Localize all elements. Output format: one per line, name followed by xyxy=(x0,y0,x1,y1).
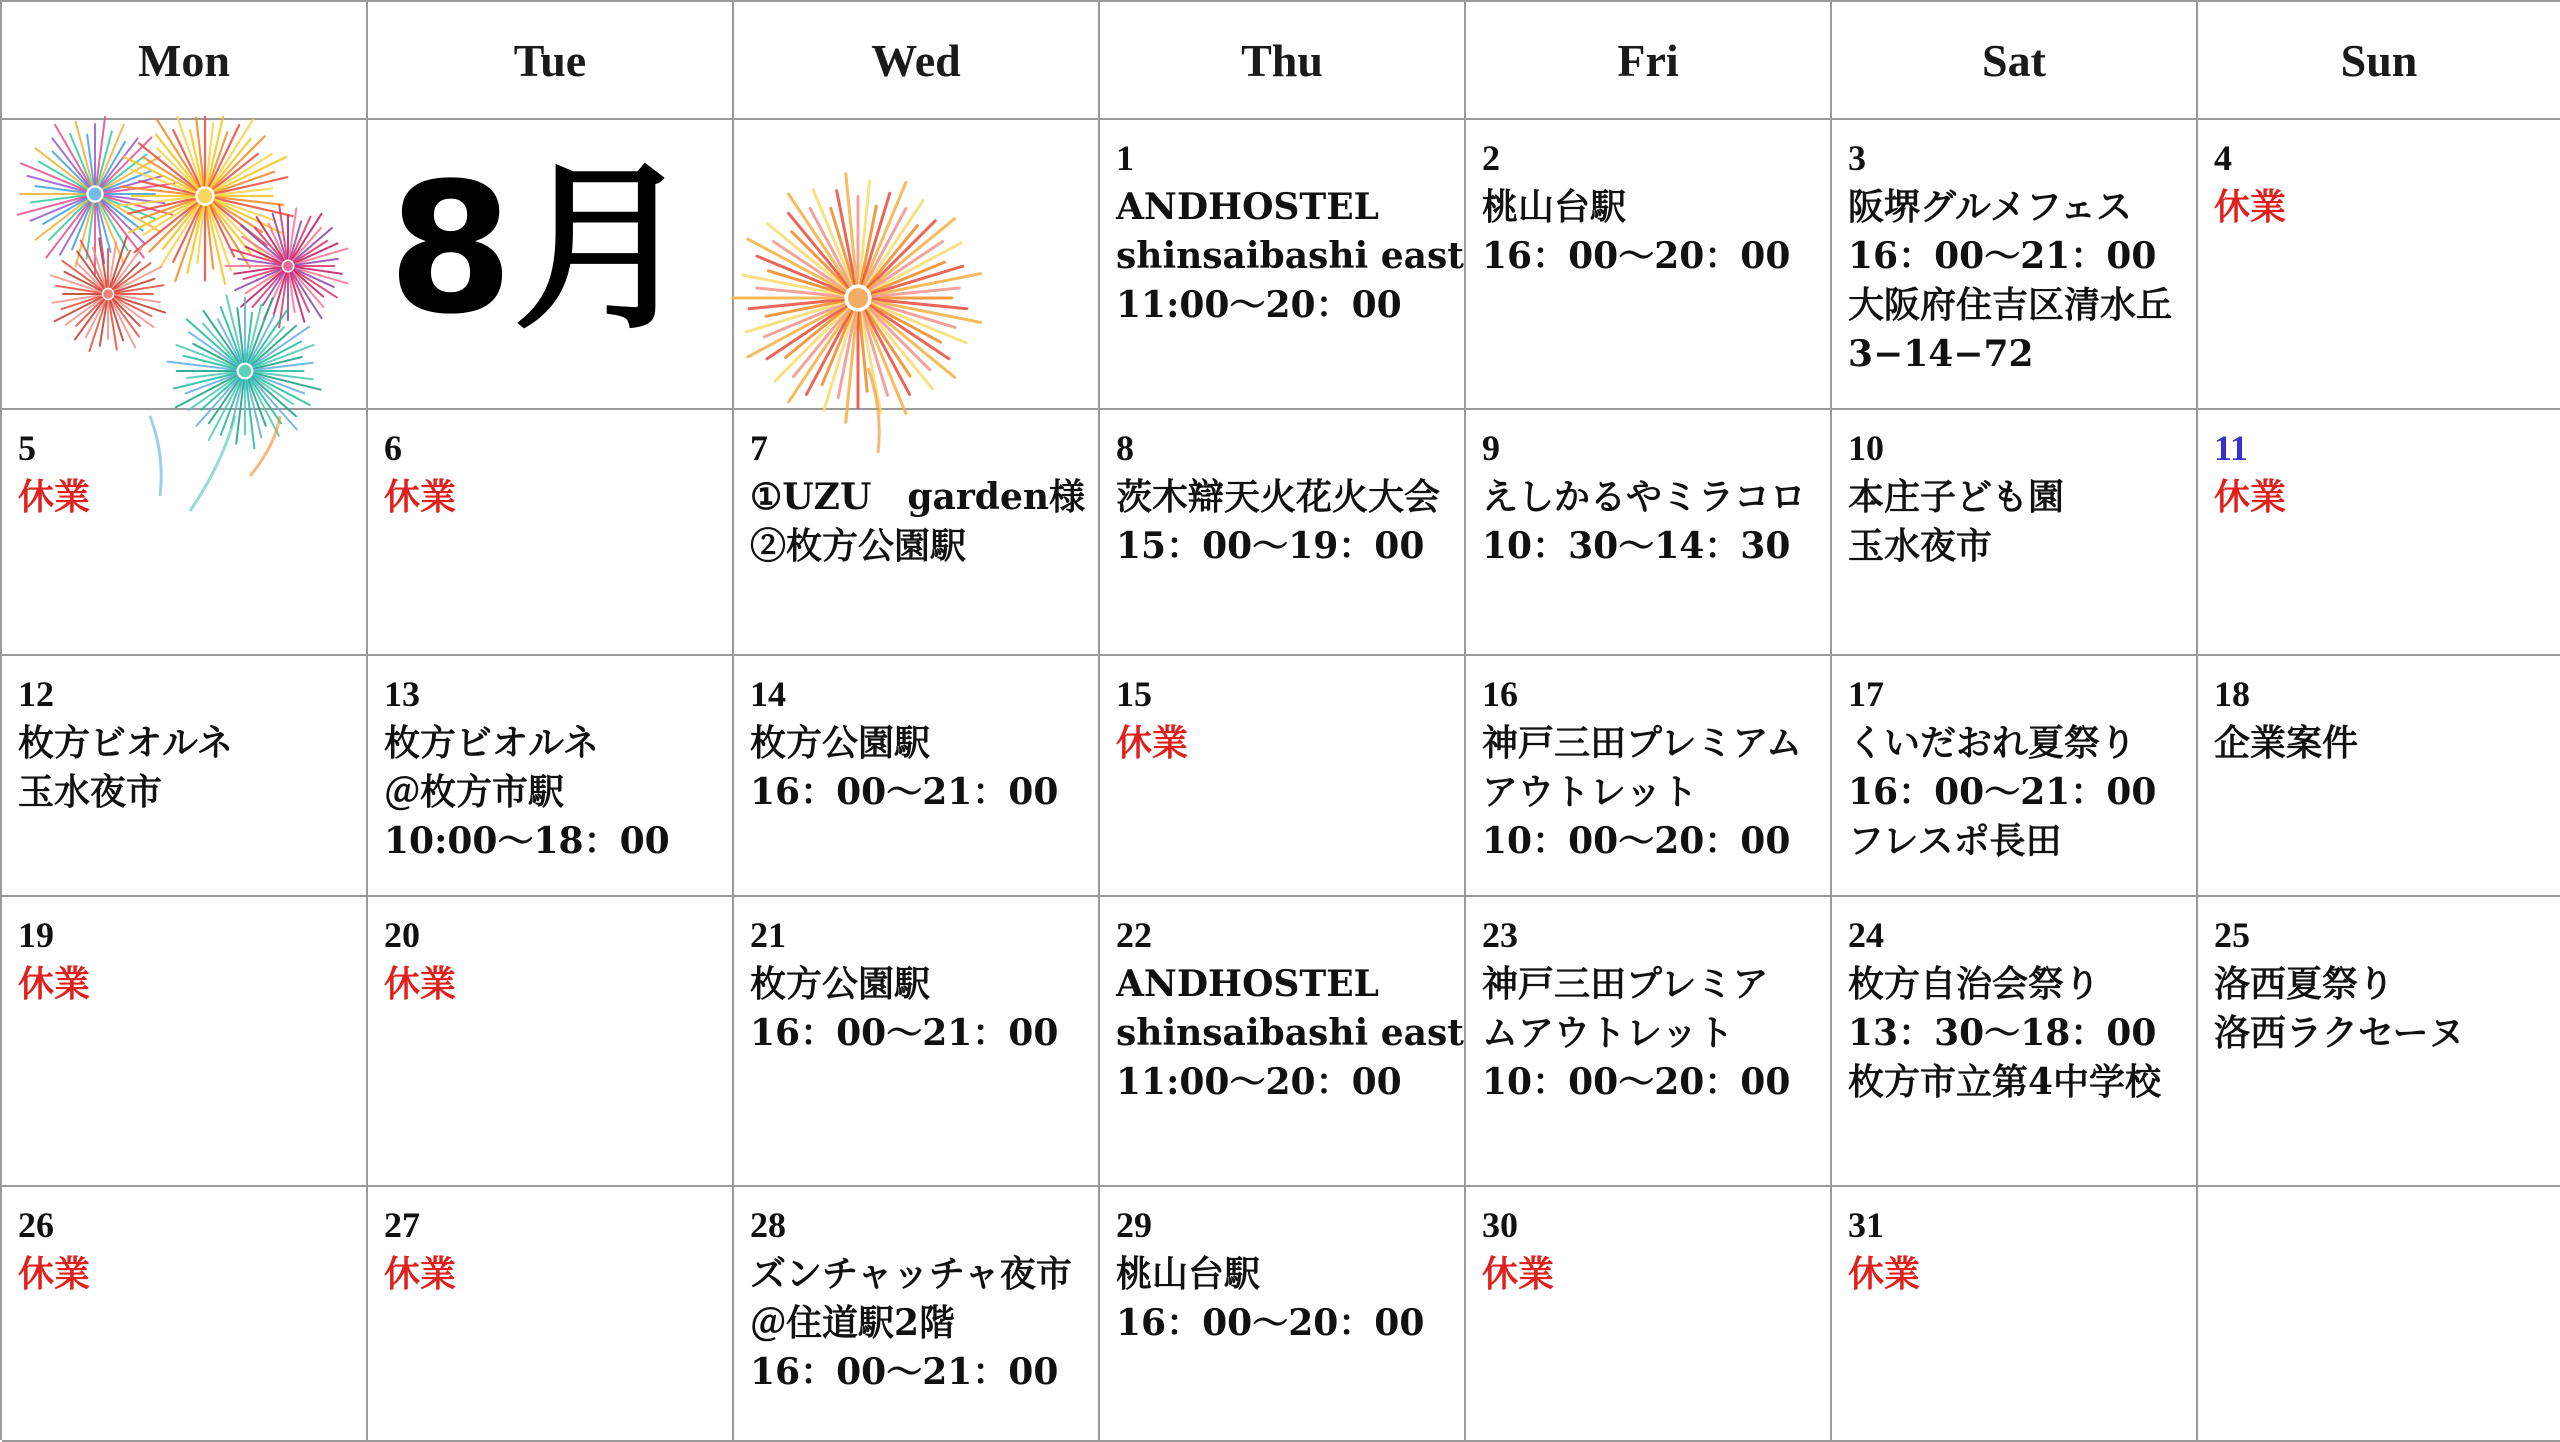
event-line: 洛西夏祭り xyxy=(2214,963,2395,1005)
day-cell xyxy=(368,1187,734,1442)
event-line: 企業案件 xyxy=(2214,722,2359,764)
weekday-header: Tue xyxy=(368,2,734,120)
event-line: ANDHOSTEL xyxy=(1116,186,1379,228)
event-line: 10：00〜20：00 xyxy=(1482,820,1791,862)
closed-label: 休業 xyxy=(18,963,91,1005)
day-cell xyxy=(1832,410,2198,656)
day-cell xyxy=(734,1187,1100,1442)
closed-label: 休業 xyxy=(384,476,457,518)
event-line: 16：00〜21：00 xyxy=(750,771,1059,813)
event-line: 桃山台駅 xyxy=(1482,186,1627,228)
event-line: 10：30〜14：30 xyxy=(1482,525,1791,567)
day-number: 2 xyxy=(1482,138,1500,178)
day-number: 12 xyxy=(18,674,54,714)
event-line: 3−14−72 xyxy=(1848,333,2034,375)
day-number: 25 xyxy=(2214,915,2250,955)
day-cell xyxy=(1832,897,2198,1187)
event-line: ①UZU garden様 xyxy=(750,476,1086,518)
day-number: 14 xyxy=(750,674,786,714)
event-line: 神戸三田プレミアム xyxy=(1482,722,1803,764)
day-number: 28 xyxy=(750,1205,786,1245)
event-line: ズンチャッチャ夜市 xyxy=(750,1253,1072,1295)
day-cell xyxy=(1832,656,2198,897)
event-line: 枚方市立第4中学校 xyxy=(1848,1061,2162,1103)
day-number: 5 xyxy=(18,428,36,468)
day-number: 1 xyxy=(1116,138,1134,178)
event-line: ムアウトレット xyxy=(1482,1012,1734,1054)
day-number: 19 xyxy=(18,915,54,955)
day-cell xyxy=(1466,897,1832,1187)
closed-label: 休業 xyxy=(384,1253,457,1295)
day-number: 20 xyxy=(384,915,420,955)
day-cell xyxy=(2198,120,2560,410)
event-line: 16：00〜21：00 xyxy=(1848,235,2157,277)
day-cell xyxy=(368,656,734,897)
closed-label: 休業 xyxy=(18,476,91,518)
event-line: 枚方自治会祭り xyxy=(1848,963,2101,1005)
day-cell xyxy=(2,1187,368,1442)
weekday-header: Thu xyxy=(1100,2,1466,120)
event-line: 玉水夜市 xyxy=(18,771,163,813)
event-line: くいだおれ夏祭り xyxy=(1848,722,2137,764)
event-line: shinsaibashi east xyxy=(1116,1012,1464,1054)
closed-label: 休業 xyxy=(1116,722,1189,764)
day-cell xyxy=(1466,656,1832,897)
day-cell xyxy=(1466,410,1832,656)
day-cell xyxy=(2198,897,2560,1187)
day-cell xyxy=(368,410,734,656)
day-cell xyxy=(734,410,1100,656)
month-title: 8月 xyxy=(388,145,694,354)
event-line: 枚方公園駅 xyxy=(750,963,931,1005)
event-line: えしかるやミラコロ xyxy=(1482,476,1807,518)
day-cell xyxy=(1832,120,2198,410)
closed-label: 休業 xyxy=(1848,1253,1921,1295)
event-line: フレスポ長田 xyxy=(1848,820,2062,862)
day-cell xyxy=(2198,656,2560,897)
day-cell xyxy=(1100,410,1466,656)
day-number: 13 xyxy=(384,674,420,714)
day-cell xyxy=(368,897,734,1187)
day-number: 24 xyxy=(1848,915,1884,955)
day-number: 8 xyxy=(1116,428,1134,468)
empty-day-cell xyxy=(2,120,368,410)
day-number: 4 xyxy=(2214,138,2232,178)
event-line: 10:00〜18：00 xyxy=(384,820,670,862)
event-line: 玉水夜市 xyxy=(1848,525,1993,567)
event-line: 16：00〜21：00 xyxy=(750,1012,1059,1054)
day-number: 11 xyxy=(2214,428,2249,468)
day-cell xyxy=(2,656,368,897)
closed-label: 休業 xyxy=(1482,1253,1555,1295)
closed-label: 休業 xyxy=(18,1253,91,1295)
day-cell xyxy=(1832,1187,2198,1442)
day-number: 27 xyxy=(384,1205,420,1245)
day-number: 22 xyxy=(1116,915,1152,955)
day-number: 7 xyxy=(750,428,768,468)
empty-day-cell xyxy=(734,120,1100,410)
empty-day-cell xyxy=(2198,1187,2560,1442)
day-number: 10 xyxy=(1848,428,1884,468)
day-number: 9 xyxy=(1482,428,1500,468)
day-number: 29 xyxy=(1116,1205,1152,1245)
day-number: 15 xyxy=(1116,674,1152,714)
day-number: 30 xyxy=(1482,1205,1518,1245)
day-cell xyxy=(734,656,1100,897)
weekday-header: Wed xyxy=(734,2,1100,120)
day-number: 3 xyxy=(1848,138,1866,178)
event-line: 枚方ビオルネ xyxy=(384,722,599,764)
event-line: ＠枚方市駅 xyxy=(384,771,565,813)
event-line: アウトレット xyxy=(1482,771,1698,813)
day-cell xyxy=(2,897,368,1187)
day-number: 21 xyxy=(750,915,786,955)
event-line: 桃山台駅 xyxy=(1116,1253,1261,1295)
day-cell xyxy=(1100,1187,1466,1442)
event-line: 13：30〜18：00 xyxy=(1848,1012,2157,1054)
day-number: 17 xyxy=(1848,674,1884,714)
event-line: ②枚方公園駅 xyxy=(750,525,967,567)
event-line: 洛西ラクセーヌ xyxy=(2214,1012,2465,1054)
event-line: 16：00〜21：00 xyxy=(1848,771,2157,813)
day-number: 31 xyxy=(1848,1205,1884,1245)
closed-label: 休業 xyxy=(2214,186,2287,228)
event-line: 大阪府住吉区清水丘 xyxy=(1848,284,2173,326)
day-number: 6 xyxy=(384,428,402,468)
event-line: 16：00〜20：00 xyxy=(1482,235,1791,277)
closed-label: 休業 xyxy=(2214,476,2287,518)
event-line: ANDHOSTEL xyxy=(1116,963,1379,1005)
event-line: 神戸三田プレミア xyxy=(1482,963,1769,1005)
day-cell xyxy=(1466,1187,1832,1442)
weekday-header: Sun xyxy=(2198,2,2560,120)
closed-label: 休業 xyxy=(384,963,457,1005)
event-line: 阪堺グルメフェス xyxy=(1848,186,2133,228)
event-line: 枚方ビオルネ xyxy=(18,722,233,764)
day-cell xyxy=(1100,656,1466,897)
day-cell xyxy=(2198,410,2560,656)
day-cell xyxy=(1100,897,1466,1187)
event-line: 15：00〜19：00 xyxy=(1116,525,1425,567)
event-line: 11:00〜20：00 xyxy=(1116,284,1402,326)
weekday-header: Mon xyxy=(2,2,368,120)
event-line: 10：00〜20：00 xyxy=(1482,1061,1791,1103)
event-line: 本庄子ども園 xyxy=(1848,476,2065,518)
day-cell xyxy=(2,410,368,656)
event-line: shinsaibashi east xyxy=(1116,235,1464,277)
event-line: 茨木辯天火花火大会 xyxy=(1116,476,1441,518)
event-line: 枚方公園駅 xyxy=(750,722,931,764)
day-cell xyxy=(1100,120,1466,410)
empty-day-cell xyxy=(368,120,734,410)
event-line: 16：00〜21：00 xyxy=(750,1351,1059,1393)
day-number: 23 xyxy=(1482,915,1518,955)
event-line: 16：00〜20：00 xyxy=(1116,1302,1425,1344)
event-line: ＠住道駅2階 xyxy=(750,1302,956,1344)
weekday-header: Fri xyxy=(1466,2,1832,120)
day-cell xyxy=(1466,120,1832,410)
day-number: 16 xyxy=(1482,674,1518,714)
day-number: 18 xyxy=(2214,674,2250,714)
event-line: 11:00〜20：00 xyxy=(1116,1061,1402,1103)
weekday-header: Sat xyxy=(1832,2,2198,120)
day-number: 26 xyxy=(18,1205,54,1245)
day-cell xyxy=(734,897,1100,1187)
